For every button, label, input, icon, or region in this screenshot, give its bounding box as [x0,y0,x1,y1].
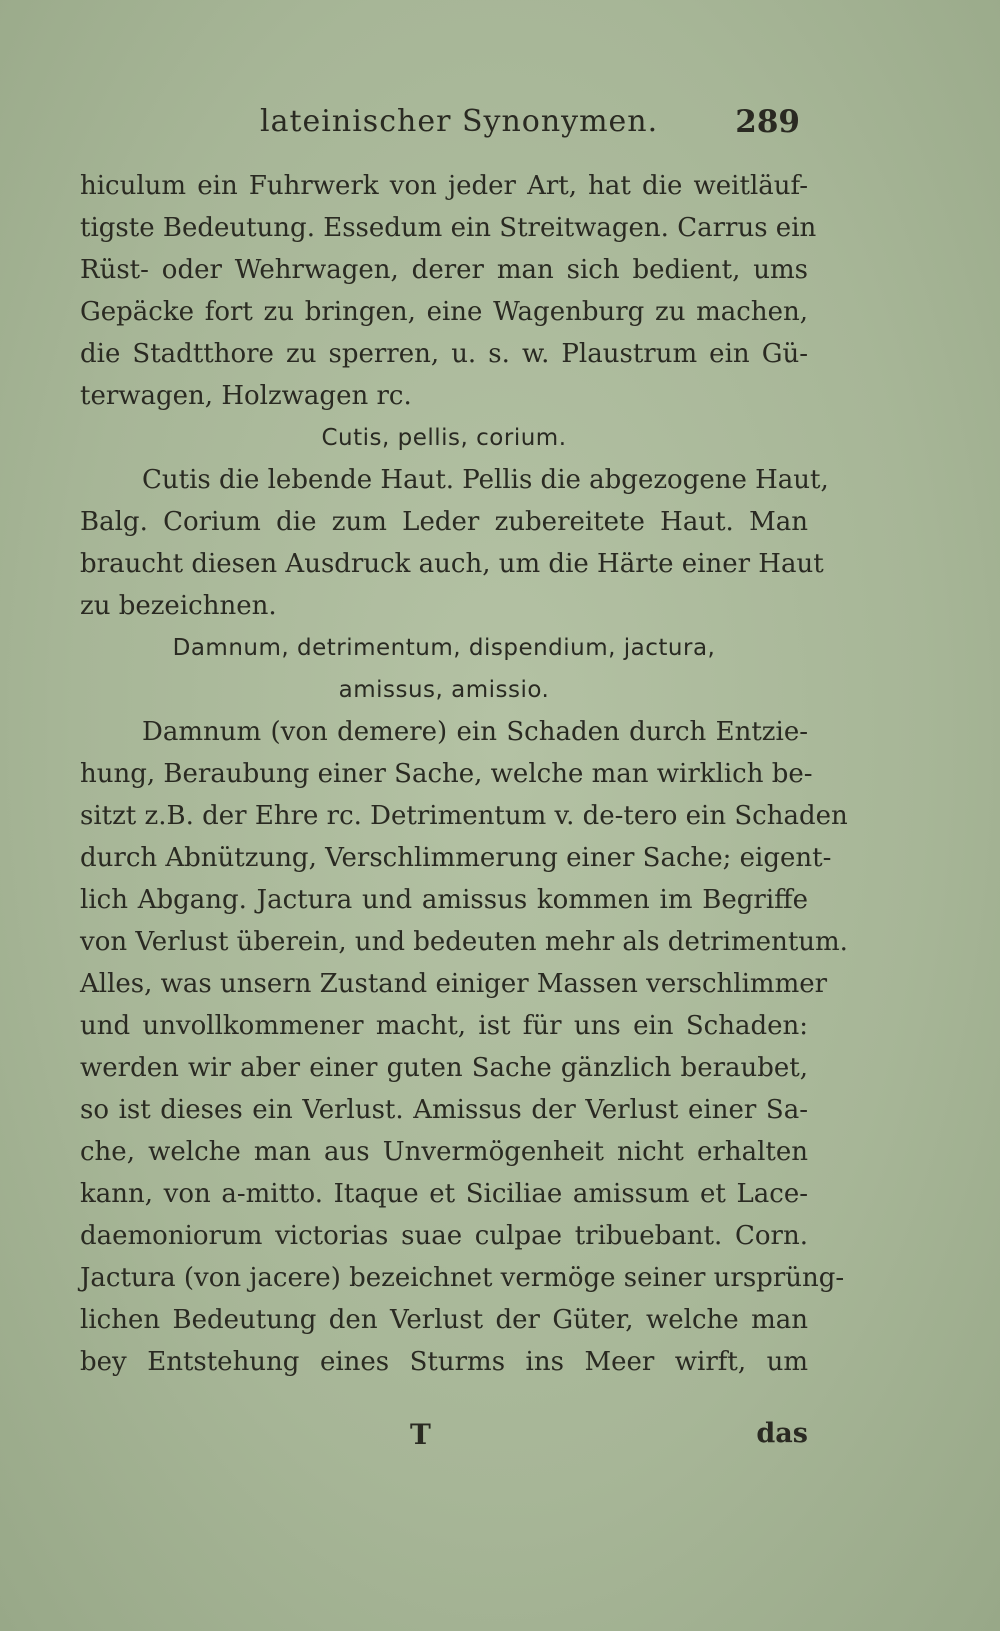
text-line: kann, von a-mitto. Itaque et Siciliae amissum et Lace- [80,1179,808,1209]
section-heading-damnum-cont: amissus, amissio. [338,677,550,703]
text-line: Cutis die lebende Haut. Pellis die abgezogene Haut, [142,465,829,495]
text-line: hung, Beraubung einer Sache, welche man wirklich be- [80,759,813,789]
text-line: Jactura (von jacere) bezeichnet vermöge seiner ursprüng- [80,1263,845,1293]
text-line: Rüst- oder Wehrwagen, derer man sich bedient, ums [80,255,808,285]
text-line: Gepäcke fort zu bringen, eine Wagenburg zu machen, [80,297,808,327]
body-text [80,165,848,1383]
text-line: bey Entstehung eines Sturms ins Meer wirft, um [80,1347,808,1377]
text-line: che, welche man aus Unvermögenheit nicht erhalten [80,1137,808,1167]
section-heading-cutis: Cutis, pellis, corium. [321,425,567,451]
text-line: durch Abnützung, Verschlimmerung einer Sache; eigent- [80,843,832,873]
signature-mark: T [410,1418,431,1451]
text-line: die Stadtthore zu sperren, u. s. w. Plaustrum ein Gü- [80,339,808,369]
text-line: Balg. Corium die zum Leder zubereitete Haut. Man [80,507,808,537]
text-line: Alles, was unsern Zustand einiger Massen verschlimmer [80,969,828,999]
text-line: von Verlust überein, und bedeuten mehr als detrimentum. [80,927,848,957]
text-line: terwagen, Holzwagen rc. [80,381,412,411]
text-line: so ist dieses ein Verlust. Amissus der Verlust einer Sa- [80,1095,808,1125]
page-number: 289 [735,104,800,140]
text-line: und unvollkommener macht, ist für uns ein Schaden: [80,1011,808,1041]
text-line: hiculum ein Fuhrwerk von jeder Art, hat die weitläuf- [80,171,808,201]
text-line: daemoniorum victorias suae culpae tribuebant. Corn. [80,1221,808,1251]
text-line: lich Abgang. Jactura und amissus kommen im Begriffe [80,885,808,915]
text-line: lichen Bedeutung den Verlust der Güter, welche man [80,1305,808,1335]
text-line: tigste Bedeutung. Essedum ein Streitwagen. Carrus ein [80,213,817,243]
text-line: werden wir aber einer guten Sache gänzlich beraubet, [80,1053,808,1083]
page-footer [80,1418,808,1458]
text-line: sitzt z.B. der Ehre rc. Detrimentum v. de-tero ein Schaden [80,801,848,831]
running-title: lateinischer Synonymen. [260,104,659,139]
catchword: das [756,1418,808,1449]
text-line: braucht diesen Ausdruck auch, um die Härte einer Haut [80,549,824,579]
page-header [80,104,800,148]
text-line: zu bezeichnen. [80,591,277,621]
text-line: Damnum (von demere) ein Schaden durch Entzie- [142,717,808,747]
section-heading-damnum: Damnum, detrimentum, dispendium, jactura, [172,635,716,661]
